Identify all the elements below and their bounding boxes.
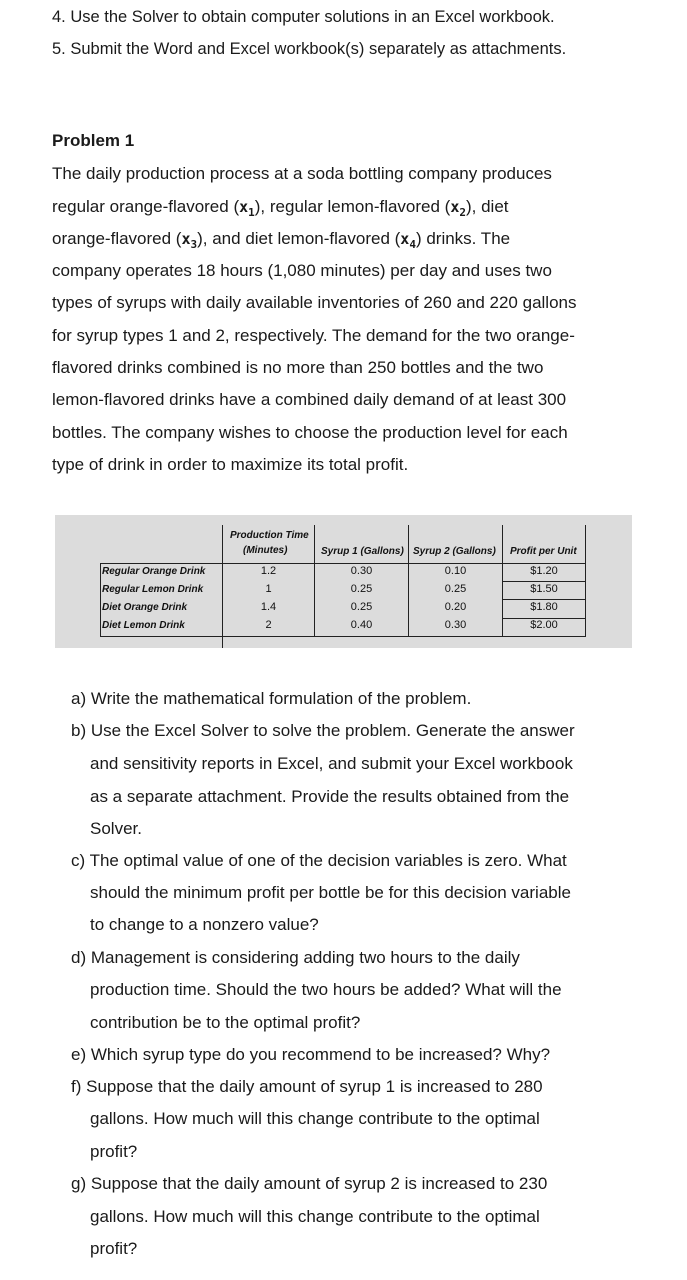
instruction-item-5: 5. Submit the Word and Excel workbook(s) separately as attachments. [52, 40, 567, 58]
question-g-cont: profit? [90, 1239, 138, 1258]
cell-syrup1: 0.40 [350, 619, 373, 631]
problem-text-line: types of syrups with daily available inventories of 260 and 220 gallons [52, 293, 577, 312]
question-f-cont: gallons. How much will this change contribute to the optimal [90, 1109, 540, 1128]
problem-text-line: The daily production process at a soda bottling company produces [52, 164, 552, 183]
problem-text-line: bottles. The company wishes to choose the production level for each [52, 423, 568, 442]
problem-text-line: orange-flavored $(x_3)$, and diet lemon-flavored $(x_4)$ drinks. The [52, 229, 511, 251]
cell-time: 1 [265, 583, 272, 595]
cell-profit: $2.00 [530, 619, 558, 631]
problem-text-line: for syrup types 1 and 2, respectively. The demand for the two orange- [52, 326, 575, 345]
question-a: a) Write the mathematical formulation of the problem. [71, 689, 472, 708]
header-syrup-2: Syrup 2 (Gallons) [413, 546, 496, 557]
problem-text-line: lemon-flavored drinks have a combined daily demand of at least 300 [52, 390, 567, 409]
question-g-cont: gallons. How much will this change contribute to the optimal [90, 1207, 540, 1226]
cell-syrup2: 0.25 [444, 583, 467, 595]
variable-x4: $x_4$ [400, 230, 416, 251]
variable-x1: $x_1$ [239, 198, 255, 219]
question-f: f) Suppose that the daily amount of syrup 1 is increased to 280 [71, 1077, 543, 1096]
problem-heading: Problem 1 [52, 131, 135, 150]
question-b: b) Use the Excel Solver to solve the problem. Generate the answer [71, 721, 575, 740]
variable-x2: $x_2$ [450, 198, 466, 219]
cell-time: 1.4 [260, 601, 277, 613]
cell-time: 1.2 [260, 565, 277, 577]
cell-syrup1: 0.30 [350, 565, 373, 577]
question-d: d) Management is considering adding two hours to the daily [71, 948, 520, 967]
question-c: c) The optimal value of one of the decision variables is zero. What [71, 851, 567, 870]
cell-syrup1: 0.25 [350, 583, 373, 595]
cell-syrup2: 0.30 [444, 619, 467, 631]
question-b-cont: and sensitivity reports in Excel, and submit your Excel workbook [90, 754, 573, 773]
question-d-cont: production time. Should the two hours be added? What will the [90, 980, 562, 999]
question-c-cont: to change to a nonzero value? [90, 915, 319, 934]
header-syrup-1: Syrup 1 (Gallons) [321, 546, 404, 557]
cell-profit: $1.80 [530, 601, 558, 613]
cell-syrup2: 0.20 [444, 601, 467, 613]
cell-profit: $1.50 [530, 583, 558, 595]
cell-time: 2 [265, 619, 272, 631]
cell-syrup1: 0.25 [350, 601, 373, 613]
instruction-item-4: 4. Use the Solver to obtain computer solutions in an Excel workbook. [52, 8, 555, 26]
cell-profit: $1.20 [530, 565, 558, 577]
header-minutes: (Minutes) [243, 545, 288, 556]
question-f-cont: profit? [90, 1142, 138, 1161]
row-label-regular-orange: Regular Orange Drink [102, 566, 206, 577]
question-b-cont: as a separate attachment. Provide the results obtained from the [90, 787, 570, 806]
variable-x3: $x_3$ [181, 230, 198, 251]
problem-text-line: regular orange-flavored $(x_1)$, regular lemon-flavored $(x_2)$, diet [52, 197, 509, 219]
question-c-cont: should the minimum profit per bottle be for this decision variable [90, 883, 571, 902]
problem-text-line: type of drink in order to maximize its total profit. [52, 455, 409, 474]
problem-text-line: flavored drinks combined is no more than 250 bottles and the two [52, 358, 544, 377]
question-b-cont: Solver. [90, 819, 142, 838]
row-label-regular-lemon: Regular Lemon Drink [102, 584, 204, 595]
production-data-table [55, 515, 632, 648]
problem-text-line: company operates 18 hours (1,080 minutes) per day and uses two [52, 261, 552, 280]
header-profit: Profit per Unit [510, 546, 577, 557]
question-d-cont: contribution be to the optimal profit? [90, 1013, 361, 1032]
row-label-diet-lemon: Diet Lemon Drink [102, 620, 185, 631]
cell-syrup2: 0.10 [444, 565, 467, 577]
row-label-diet-orange: Diet Orange Drink [102, 602, 188, 613]
header-production-time: Production Time [230, 530, 309, 541]
question-e: e) Which syrup type do you recommend to be increased? Why? [71, 1045, 551, 1064]
question-g: g) Suppose that the daily amount of syrup 2 is increased to 230 [71, 1174, 548, 1193]
